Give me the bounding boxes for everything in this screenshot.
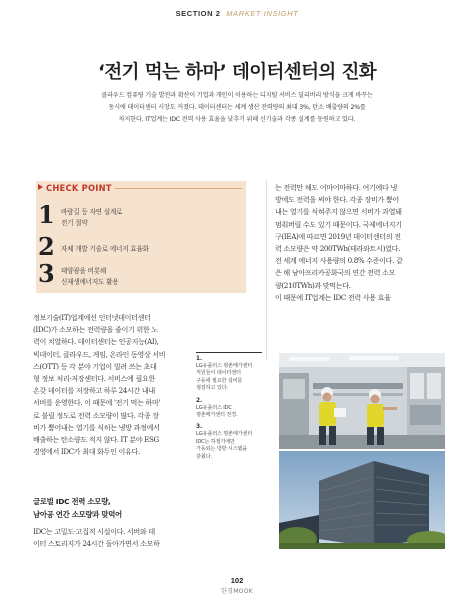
caption-3 bbox=[196, 423, 262, 461]
lead-paragraph bbox=[60, 90, 414, 125]
body-line: 는 전력만 해도 어마어마하다. 여기에다 냉 bbox=[275, 183, 397, 192]
lead-line: 차지한다. IT업계는 IDC 전력 사용 효율을 낮추기 위해 신기술과 각종 설계를 동원하고 있다. bbox=[118, 115, 356, 123]
body-line: 력이 치열하다. 데이터센터는 인공지능(AI), bbox=[33, 337, 159, 347]
caption-number: 3. bbox=[196, 424, 203, 431]
body-line: 내는 열기를 식혀주지 않으면 서버가 과열돼 bbox=[275, 207, 402, 217]
caption-line: LG유플러스 평촌메가센터 bbox=[196, 431, 253, 438]
check-point-line: 바람길 등 자연 설계로 bbox=[61, 208, 123, 216]
body-line: 구(IEA)에 따르면 2019년 데이터센터의 전 bbox=[275, 231, 401, 241]
body-line: 형 정보 처리·저장센터다. 서비스에 필요한 bbox=[33, 374, 155, 384]
section-header bbox=[0, 9, 474, 18]
article-title: ‘전기 먹는 하마’ 데이터센터의 진화 bbox=[97, 62, 376, 83]
caption-2 bbox=[196, 397, 262, 420]
check-point-number: 3 bbox=[38, 259, 55, 288]
photo-technicians bbox=[279, 353, 445, 449]
caption-line: 구동에 필요한 설비를 bbox=[196, 377, 243, 384]
body-line: 서버를 운영한다. 이 때문에 '전기 먹는 하마' bbox=[33, 398, 161, 408]
body-line: 빅데이터, 클라우드, 게임, 온라인 동영상 서비 bbox=[33, 349, 166, 359]
caption-line: 갖췄다. bbox=[196, 453, 212, 460]
caption-line: IDC는 하절기에만 bbox=[196, 438, 235, 445]
check-point-line: 태양광을 비롯해 bbox=[61, 267, 107, 275]
check-point-number: 2 bbox=[38, 232, 55, 261]
body-left-column bbox=[33, 312, 183, 458]
caption-line: 평촌메가센터 전경. bbox=[196, 412, 238, 419]
body-line: 량(210TWh)과 맞먹는다. bbox=[275, 280, 351, 290]
body-line: (IDC)가 소모하는 전력량을 줄이기 위한 노 bbox=[33, 325, 158, 335]
body-line: 로 불릴 정도로 전력 소모량이 많다. 각종 장 bbox=[33, 410, 159, 420]
check-point-item-2 bbox=[38, 232, 243, 263]
photo-captions bbox=[196, 352, 262, 465]
check-point-title-text: CHECK POINT bbox=[46, 183, 112, 193]
caption-line: 가동되는 냉방 시스템을 bbox=[196, 446, 248, 453]
section-sub-label: MARKET INSIGHT bbox=[226, 9, 299, 18]
lead-line: 동시에 데이터센터 시장도 커졌다. 데이터센터는 세계 생산 전력량의 최대 3%, 탄소 배출량의 2%를 bbox=[108, 103, 366, 111]
check-point-rule bbox=[115, 188, 242, 189]
section-label: SECTION 2 bbox=[175, 9, 221, 18]
body-line: 정보기술(IT)업계에선 인터넷데이터센터 bbox=[33, 313, 151, 322]
body-line: 경영에서 IDC가 최대 화두인 이유다. bbox=[33, 447, 140, 457]
triangle-icon bbox=[38, 184, 43, 190]
body-line: 배출하는 탄소량도 적지 않다. IT 분야 ESG bbox=[33, 435, 159, 445]
caption-line: 직원들이 데이터센터 bbox=[196, 370, 241, 377]
page-number: 102 bbox=[230, 576, 244, 585]
photo-building bbox=[279, 451, 445, 549]
body-line: 전 세계 에너지 사용량의 0.8% 수준이다. 같 bbox=[275, 256, 403, 266]
body-line: 은 해 남아프리카공화국의 연간 전력 소모 bbox=[275, 268, 396, 278]
caption-line: LG유플러스 평촌메가센터 bbox=[196, 363, 253, 369]
check-point-item-3 bbox=[38, 259, 243, 290]
check-point-line: 전기 절약 bbox=[61, 218, 88, 227]
subheading-line: 글로벌 IDC 전력 소모량, bbox=[33, 497, 111, 506]
body-line: 스(OTT) 등 각 분야 기업이 빌려 쓰는 초대 bbox=[33, 361, 157, 371]
check-point-line: 신재생에너지도 활용 bbox=[61, 277, 119, 286]
caption-number: 1. bbox=[196, 356, 203, 362]
column-divider bbox=[266, 180, 267, 360]
check-point-line: 자체 개발 기술로 에너지 효율화 bbox=[61, 245, 149, 253]
check-point-item-1 bbox=[38, 200, 243, 231]
check-point-text bbox=[61, 266, 118, 287]
body-line: 멈춰버릴 수도 있기 때문이다. 국제에너지기 bbox=[275, 219, 402, 229]
caption-line: LG유플러스 IDC bbox=[196, 404, 232, 411]
caption-line: 점검하고 있다. bbox=[196, 385, 228, 392]
check-point-title bbox=[38, 183, 112, 193]
body-line: 이 때문에 IT업계는 IDC 전력 사용 효율 bbox=[275, 292, 391, 302]
check-point-number: 1 bbox=[38, 200, 55, 229]
check-point-text bbox=[61, 207, 122, 228]
lead-line: 클라우드 컴퓨팅 기술 발전과 확산이 기업과 개인이 이용하는 디지털 서비스 딜리버리 방식을 크게 바꾸는 bbox=[101, 92, 373, 99]
body-line: 방에도 전력을 써야 한다. 각종 장비가 뿜어 bbox=[275, 195, 399, 205]
subheading bbox=[33, 496, 188, 521]
body-line: 비가 뿜어내는 열기를 식히는 냉방 과정에서 bbox=[33, 422, 160, 432]
magazine-name: 한경MOOK bbox=[221, 588, 253, 595]
technicians-illustration bbox=[279, 353, 445, 449]
body-line: 이터 스토리지가 24시간 돌아가면서 소모하 bbox=[33, 539, 160, 549]
body-right-column bbox=[275, 182, 440, 304]
building-illustration bbox=[279, 451, 445, 549]
check-point-text bbox=[61, 244, 149, 255]
body-line: 온갖 데이터를 저장하고 하루 24시간 내내 bbox=[33, 386, 155, 396]
body-left-tail bbox=[33, 526, 183, 550]
caption-number: 2. bbox=[196, 397, 203, 404]
subheading-line: 남아공 연간 소모량과 맞먹어 bbox=[33, 509, 122, 519]
caption-1 bbox=[196, 355, 262, 393]
page-footer bbox=[0, 576, 474, 595]
body-line: 력 소모량은 약 200TWh(테라와트시)였다. bbox=[275, 244, 401, 254]
body-line: IDC는 고밀도·고집적 시설이다. 서버와 데 bbox=[33, 527, 155, 536]
